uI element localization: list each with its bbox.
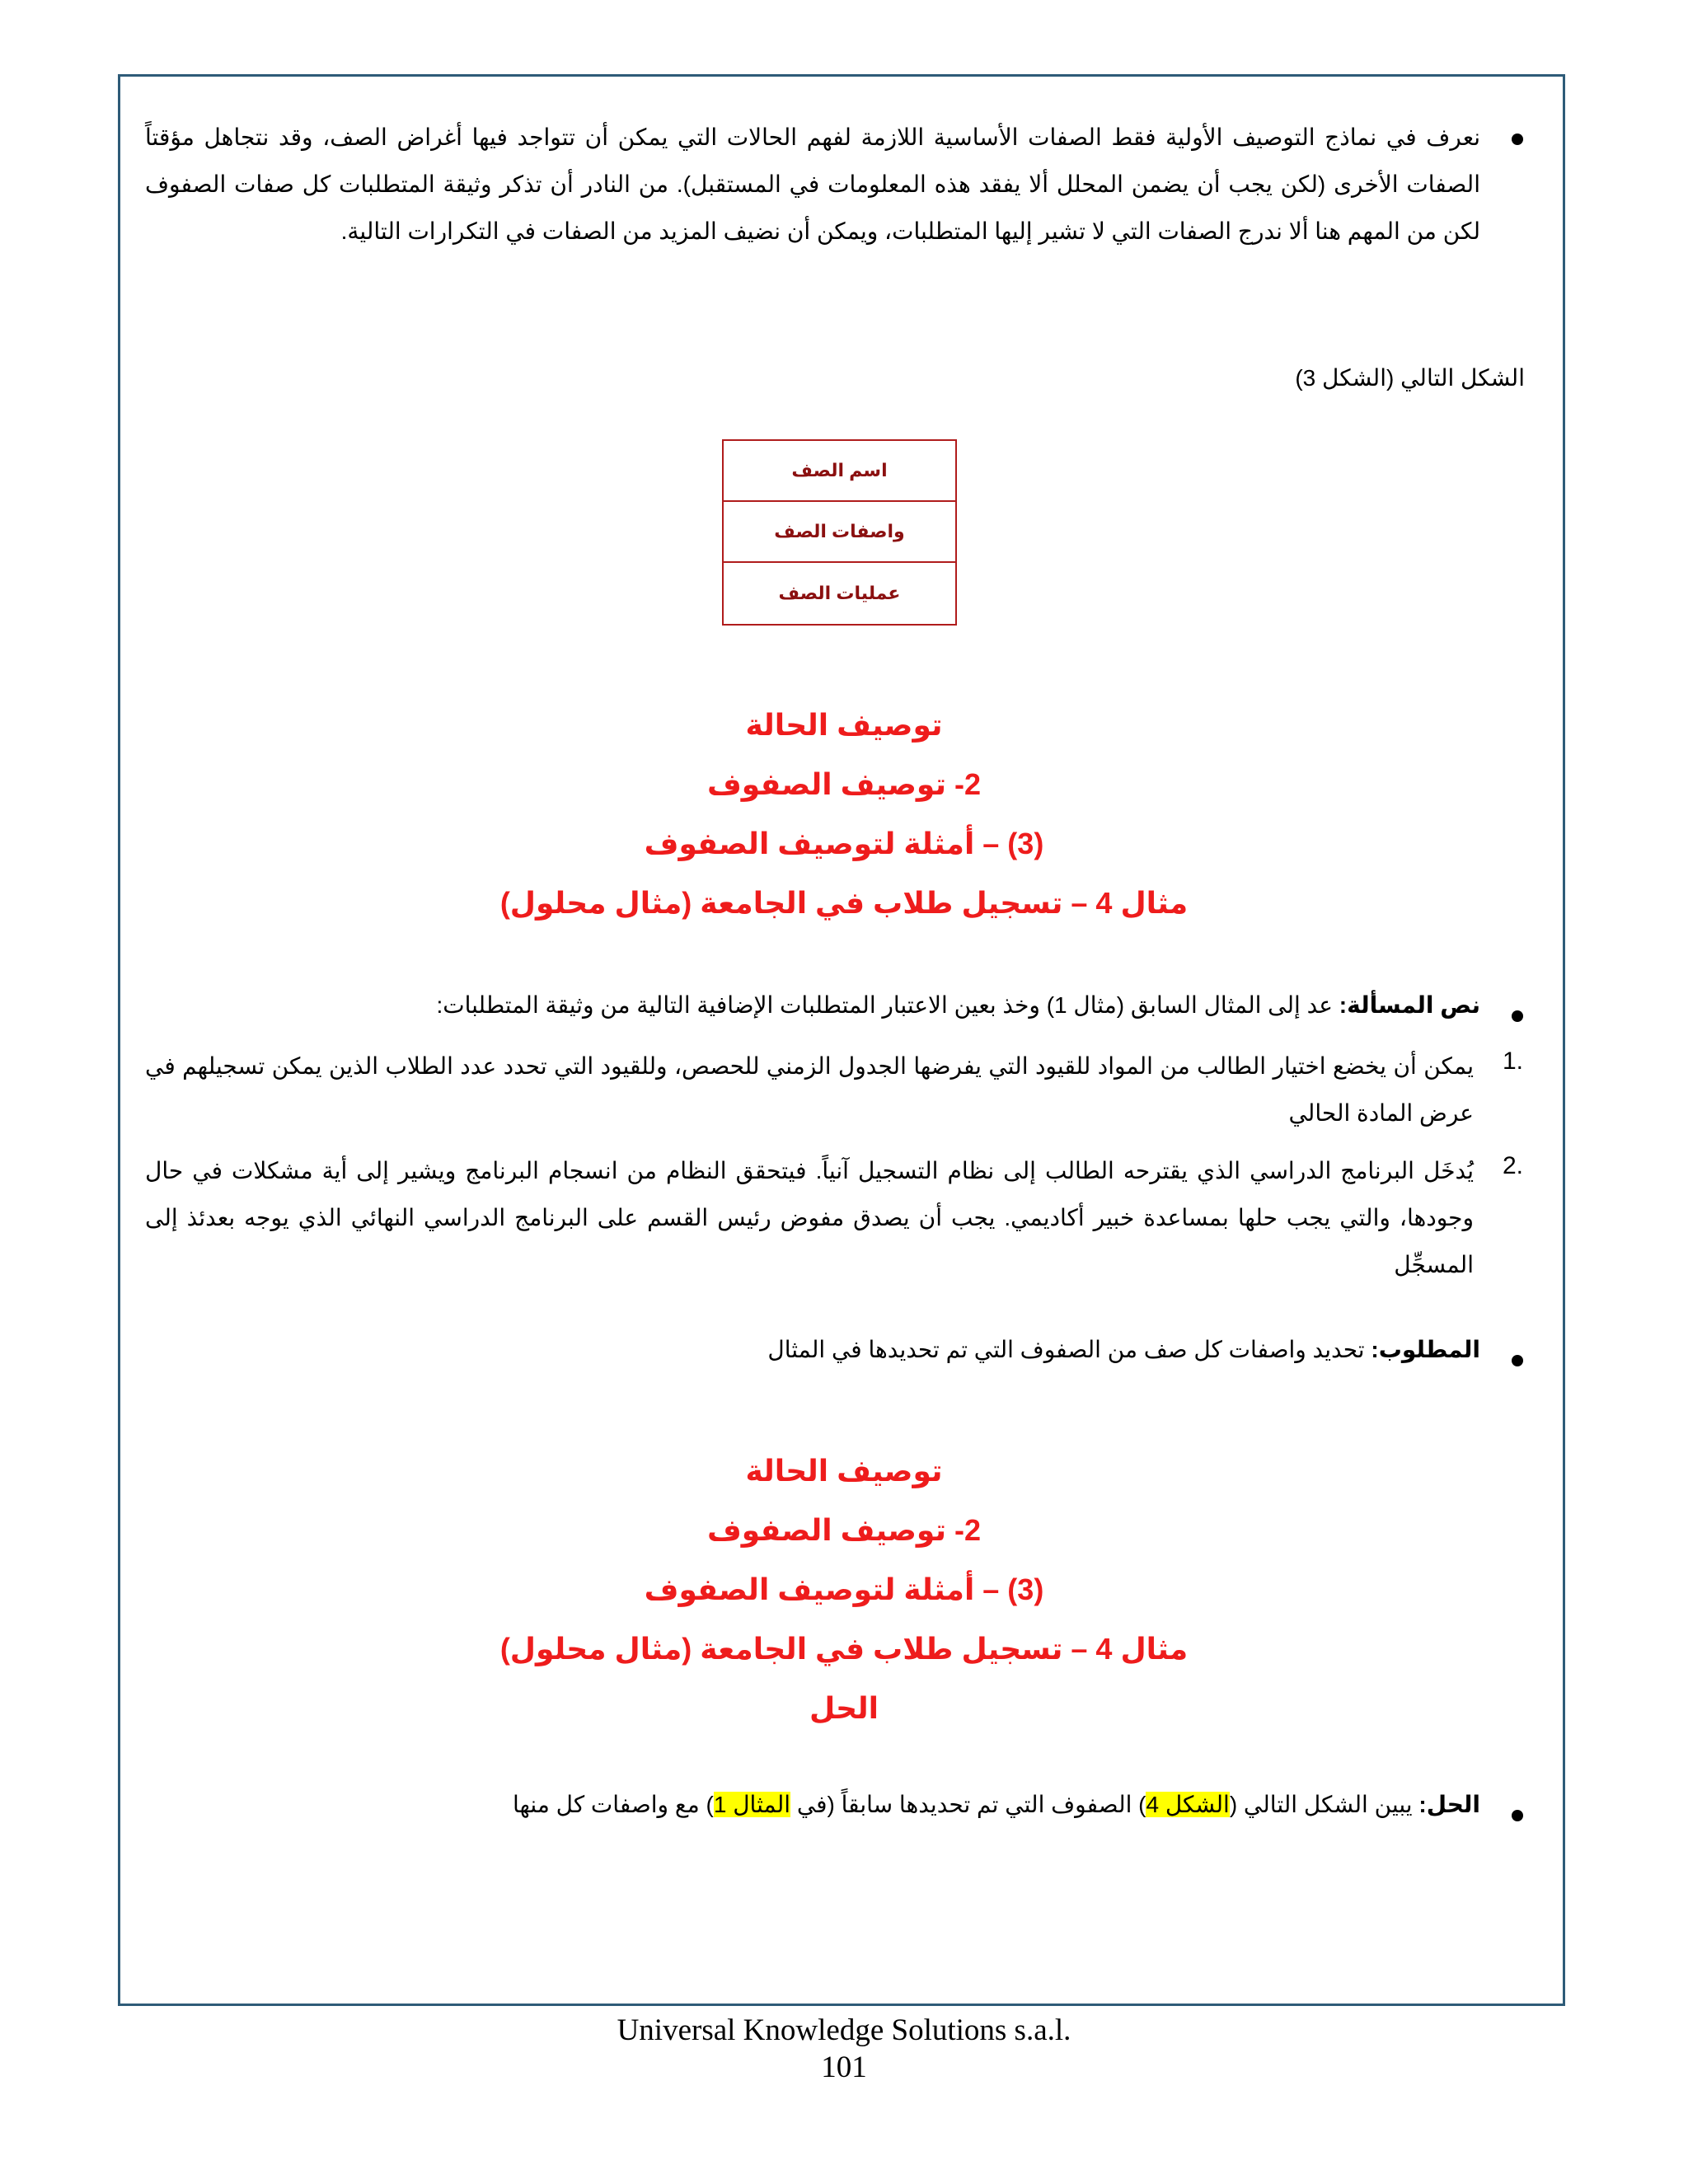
bullet-intro <box>1512 134 1523 145</box>
figure-caption: الشكل التالي (الشكل 3) <box>1295 365 1525 391</box>
problem-item-2: يُدخَل البرنامج الدراسي الذي يقترحه الطالب إلى نظام التسجيل آنياً. فيتحقق النظام من انسجام البرنامج ويشير إلى أية مشكلات في حال وجودها، والتي يجب حلها بمساعدة خبير أكاديمي. يجب أن يصدق مفوض رئيس القسم على البرنامج الدراسي النهائي الذي يوجه بعدئذ إلى المسجِّل <box>145 1158 1475 1277</box>
footer-company: Universal Knowledge Solutions s.a.l. <box>617 2013 1071 2047</box>
required-label: المطلوب: <box>1371 1337 1480 1362</box>
heading-2-line-5: الحل <box>809 1691 879 1725</box>
heading-2-line-3: (3) – أمثلة لتوصيف الصفوف <box>644 1572 1044 1606</box>
heading-2-line-1: توصيف الحالة <box>745 1454 943 1488</box>
bullet-required <box>1512 1355 1523 1366</box>
heading-2-line-4: مثال 4 – تسجيل طلاب في الجامعة (مثال محلول) <box>499 1632 1189 1666</box>
heading-1-line-4: مثال 4 – تسجيل طلاب في الجامعة (مثال محلول) <box>499 886 1189 920</box>
bullet-problem <box>1512 1010 1523 1022</box>
class-box-diagram <box>722 439 957 626</box>
problem-label: نص المسألة: <box>1339 992 1480 1018</box>
solution-highlight-figure: الشكل 4 <box>1146 1792 1230 1817</box>
heading-2-line-2: 2- توصيف الصفوف <box>706 1513 982 1547</box>
problem-statement <box>436 991 1480 1019</box>
required-statement <box>767 1336 1480 1363</box>
solution-text-3: ) مع واصفات كل منها <box>512 1792 714 1817</box>
item-1-number: 1. <box>1502 1047 1523 1075</box>
item-2-number: 2. <box>1502 1152 1523 1179</box>
intro-paragraph: نعرف في نماذج التوصيف الأولية فقط الصفات الأساسية اللازمة لفهم الحالات التي يمكن أن تتواجد فيها أغراض الصف، وقد نتجاهل مؤقتاً الصفات الأخرى (لكن يجب أن يضمن المحلل ألا يفقد هذه المعلومات في المستقبل). من النادر أن تذكر وثيقة المتطلبات كل صفات الصفوف لكن من المهم هنا ألا ندرج الصفات التي لا تشير إليها المتطلبات، ويمكن أن نضيف المزيد من الصفات في التكرارات التالية. <box>145 124 1481 244</box>
solution-statement <box>513 1791 1480 1818</box>
heading-1-line-2: 2- توصيف الصفوف <box>706 767 982 801</box>
footer-page-number: 101 <box>821 2050 867 2084</box>
required-text: تحديد واصفات كل صف من الصفوف التي تم تحديدها في المثال <box>767 1337 1365 1362</box>
class-operations-cell: عمليات الصف <box>778 583 901 603</box>
problem-item-1: يمكن أن يخضع اختيار الطالب من المواد للقيود التي يفرضها الجدول الزمني للحصص، وللقيود التي تحدد عدد الطلاب الذين يمكن تسجيلهم في عرض المادة الحالي <box>145 1053 1474 1126</box>
problem-text: عد إلى المثال السابق (مثال 1) وخذ بعين الاعتبار المتطلبات الإضافية التالية من وثيقة المتطلبات: <box>436 992 1334 1018</box>
solution-text-1: يبين الشكل التالي ( <box>1229 1792 1413 1817</box>
solution-text-2: ) الصفوف التي تم تحديدها سابقاً (في <box>790 1792 1146 1817</box>
heading-1-line-3: (3) – أمثلة لتوصيف الصفوف <box>644 827 1044 860</box>
heading-1-line-1: توصيف الحالة <box>745 708 943 742</box>
class-name-cell: اسم الصف <box>724 441 955 502</box>
class-attributes-cell: واصفات الصف <box>724 502 955 563</box>
solution-label: الحل: <box>1418 1792 1480 1817</box>
bullet-solution <box>1512 1810 1523 1821</box>
solution-highlight-example: المثال 1 <box>713 1792 791 1817</box>
